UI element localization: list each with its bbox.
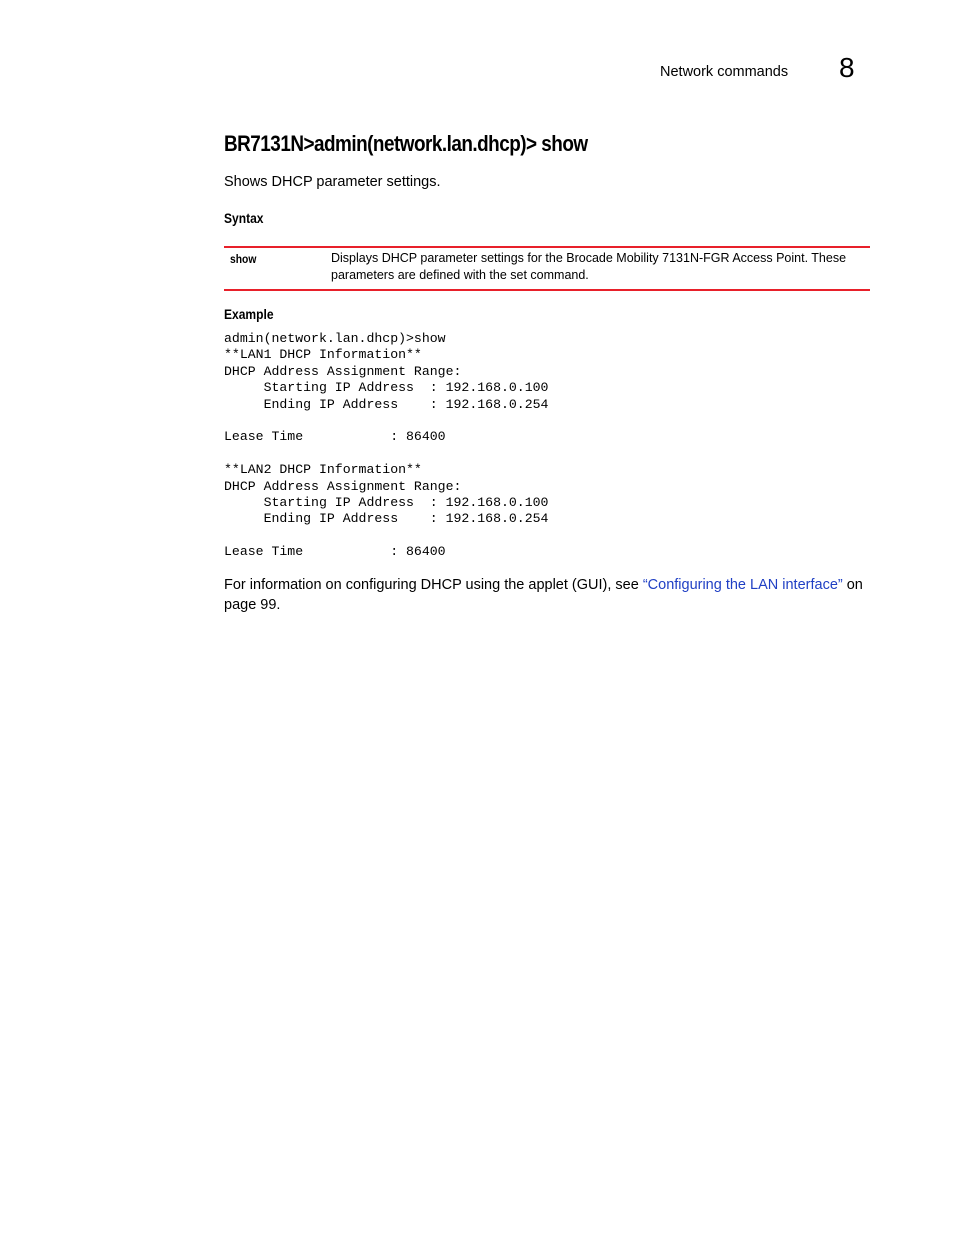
code-line bbox=[224, 528, 548, 544]
footer-paragraph bbox=[224, 576, 874, 615]
code-line: DHCP Address Assignment Range: bbox=[224, 478, 462, 494]
code-line: Ending IP Address : 192.168.0.254 bbox=[224, 396, 549, 412]
syntax-heading: Syntax bbox=[224, 210, 264, 226]
code-line: Lease Time : 86400 bbox=[224, 544, 446, 560]
code-line: Starting IP Address : 192.168.0.100 bbox=[224, 380, 549, 396]
example-code-block bbox=[224, 331, 548, 560]
code-line: DHCP Address Assignment Range: bbox=[224, 363, 462, 379]
code-line: Lease Time : 86400 bbox=[224, 429, 446, 445]
page-title: BR7131N>admin(network.lan.dhcp)> show bbox=[224, 131, 588, 156]
code-line bbox=[224, 413, 548, 429]
intro-text: Shows DHCP parameter settings. bbox=[224, 174, 441, 190]
header-section-title: Network commands bbox=[660, 64, 789, 80]
footer-suffix: on page 99. bbox=[224, 577, 863, 613]
footer-prefix: For information on configuring DHCP using the applet (GUI), see bbox=[224, 577, 643, 593]
code-line: Starting IP Address : 192.168.0.100 bbox=[224, 494, 549, 510]
code-line: admin(network.lan.dhcp)>show bbox=[224, 331, 446, 346]
header-chapter-number: 8 bbox=[839, 52, 855, 83]
syntax-term: show bbox=[230, 252, 257, 266]
code-line bbox=[224, 446, 548, 462]
code-line: Ending IP Address : 192.168.0.254 bbox=[224, 511, 549, 527]
lan-interface-link[interactable]: “Configuring the LAN interface” bbox=[642, 577, 843, 593]
code-line: **LAN2 DHCP Information** bbox=[224, 462, 422, 478]
code-line: **LAN1 DHCP Information** bbox=[224, 347, 422, 363]
syntax-description: Displays DHCP parameter settings for the Brocade Mobility 7131N-FGR Access Point. These parameters are defined with the set command. bbox=[331, 251, 847, 282]
example-heading: Example bbox=[224, 306, 274, 322]
syntax-table bbox=[224, 246, 870, 291]
